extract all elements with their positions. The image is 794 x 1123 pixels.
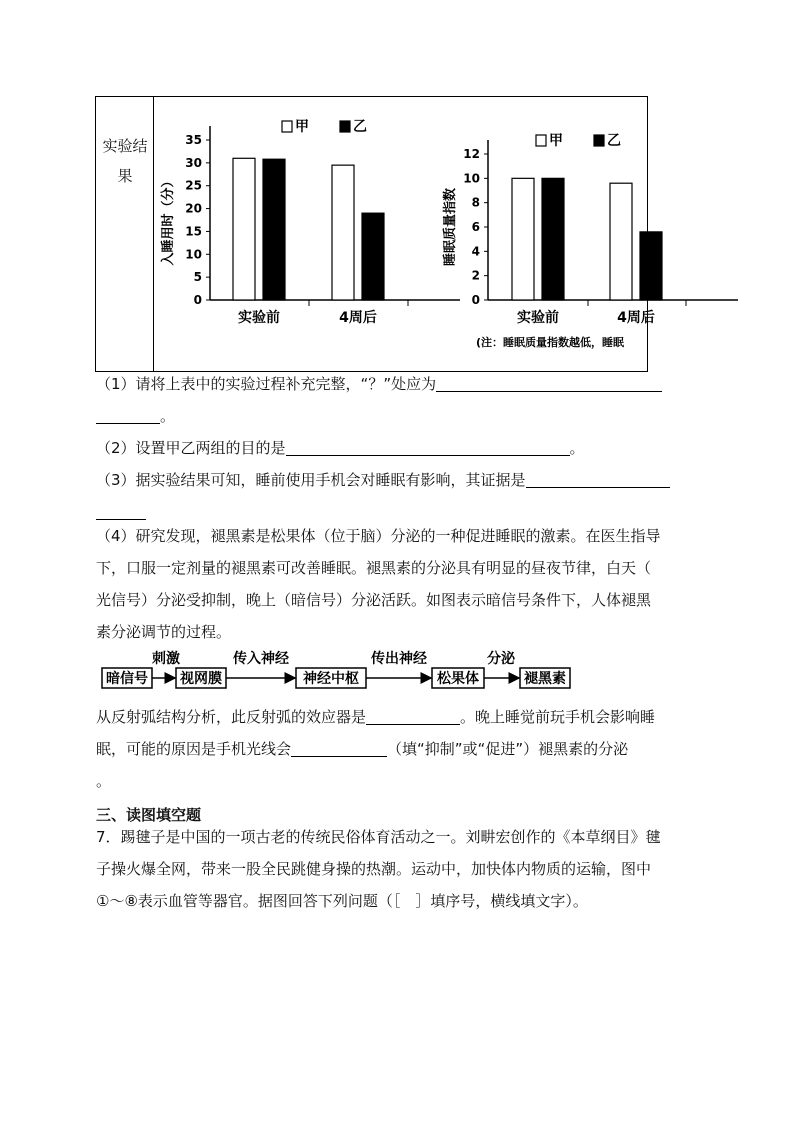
flow-box-label-5: 褪黑素 — [524, 671, 566, 687]
y-tick-label: 5 — [193, 270, 202, 285]
question-1 — [96, 369, 662, 399]
y-axis-label: 睡眠质量指数 — [443, 187, 458, 267]
question-2-text: （2）设置甲乙两组的目的是 — [96, 439, 286, 457]
bar-yi-0 — [263, 159, 285, 300]
y-tick-label: 12 — [463, 147, 480, 161]
question-4-line4: 素分泌调节的过程。 — [96, 623, 232, 641]
bar-jia-0 — [233, 158, 255, 300]
table-divider — [153, 97, 154, 371]
legend-swatch — [536, 135, 546, 146]
question-4-fill3: 。 — [96, 772, 112, 790]
y-tick-label: 25 — [185, 178, 202, 193]
legend-label: 甲 — [549, 133, 563, 149]
bar-jia-1 — [332, 165, 354, 300]
y-tick-label: 10 — [185, 247, 202, 262]
bar-yi-1 — [640, 232, 662, 300]
y-tick-label: 0 — [471, 293, 480, 307]
bar-yi-1 — [362, 213, 384, 300]
question-1-text: （1）请将上表中的实验过程补充完整，“？”处应为 — [96, 375, 437, 393]
flow-box-label-2: 视网膜 — [180, 671, 222, 687]
legend-swatch — [282, 121, 292, 132]
question-4-fill2-rest: （填“抑制”或“促进”）褪黑素的分泌 — [387, 740, 629, 758]
flow-box-pineal — [432, 668, 484, 688]
x-category-label: 4周后 — [339, 310, 377, 326]
legend-label: 甲 — [295, 119, 309, 135]
y-tick-label: 4 — [471, 244, 480, 259]
x-category-label: 实验前 — [238, 310, 280, 326]
question-4-line1: （4）研究发现，褪黑素是松果体（位于脑）分泌的一种促进睡眠的激素。在医生指导 — [96, 527, 661, 545]
y-tick-label: 0 — [193, 293, 202, 307]
answer-blank-1a[interactable] — [436, 373, 662, 392]
question-1-cont — [96, 401, 175, 431]
question-4-line3: 光信号）分泌受抑制，晚上（暗信号）分泌活跃。如图表示暗信号条件下，人体褪黑 — [96, 591, 652, 609]
y-tick-label: 8 — [471, 195, 480, 210]
y-tick-label: 2 — [471, 268, 480, 283]
flow-arrow-label-2: 传入神经 — [233, 651, 289, 667]
x-category-label: 实验前 — [517, 310, 559, 326]
question-7-line3: ①～⑧表示血管等器官。据图回答下列问题（［ ］填序号，横线填文字）。 — [96, 892, 588, 910]
question-2 — [96, 433, 585, 463]
chart-sleep-quality — [440, 104, 655, 370]
question-1-end: 。 — [160, 407, 176, 425]
answer-blank-2[interactable] — [286, 437, 570, 456]
chart-note: (注：睡眠质量指数越低，睡眠 — [476, 336, 625, 349]
question-3-text: （3）据实验结果可知，睡前使用手机会对睡眠有影响，其证据是 — [96, 471, 526, 489]
flow-arrow-label-1: 刺激 — [152, 651, 180, 667]
melatonin-flow-diagram — [96, 648, 576, 692]
y-tick-label: 35 — [185, 133, 202, 147]
question-2-end: 。 — [569, 439, 585, 457]
question-4-line2: 下，口服一定剂量的褪黑素可改善睡眠。褪黑素的分泌具有明显的昼夜节律，白天（ — [96, 559, 652, 577]
legend-swatch — [340, 121, 350, 132]
flow-arrow-efferent — [366, 650, 431, 678]
question-4-fill2 — [96, 734, 628, 764]
flow-box-dark-signal — [102, 668, 152, 688]
question-4-fill2-text: 眠，可能的原因是手机光线会 — [96, 740, 292, 758]
flow-box-melatonin — [520, 668, 570, 688]
y-tick-label: 10 — [463, 171, 480, 186]
question-4-fill1 — [96, 702, 655, 732]
y-tick-label: 30 — [185, 155, 202, 170]
flow-arrow-label-4: 分泌 — [487, 651, 515, 667]
flow-arrow-secrete — [484, 650, 519, 678]
bar-jia-1 — [610, 183, 632, 300]
y-tick-label: 15 — [185, 224, 202, 239]
y-tick-label: 20 — [185, 201, 202, 216]
answer-blank-1b[interactable] — [96, 405, 160, 424]
result-label-line2: 果 — [117, 167, 133, 185]
question-7-line2: 子操火爆全网，带来一股全民跳健身操的热潮。运动中，加快体内物质的运输，图中 — [96, 860, 652, 878]
flow-box-retina — [176, 668, 226, 688]
chart-sleep-onset-svg — [160, 104, 400, 370]
answer-blank-3a[interactable] — [526, 469, 670, 488]
flow-box-label-3: 神经中枢 — [303, 671, 359, 687]
flow-arrow-afferent — [226, 650, 295, 678]
section-3-title: 三、读图填空题 — [96, 806, 202, 824]
answer-blank-4a[interactable] — [366, 706, 460, 725]
bar-jia-0 — [512, 178, 534, 300]
question-4-fill1-text: 从反射弧结构分析，此反射弧的效应器是 — [96, 708, 367, 726]
flow-arrow-label-3: 传出神经 — [371, 651, 427, 667]
flow-box-label-4: 松果体 — [437, 671, 479, 687]
legend-label: 乙 — [607, 133, 621, 149]
y-axis-label: 入睡用时（分） — [161, 174, 176, 266]
legend-swatch — [594, 135, 604, 146]
question-3 — [96, 465, 670, 495]
flow-box-label-1: 暗信号 — [106, 671, 148, 687]
answer-blank-3b[interactable] — [96, 501, 146, 520]
answer-blank-4b[interactable] — [291, 738, 387, 757]
flow-box-nerve-center — [296, 668, 366, 688]
question-4-fill1-rest: 。晚上睡觉前玩手机会影响睡 — [460, 708, 656, 726]
result-label — [100, 131, 150, 191]
legend-label: 乙 — [353, 119, 367, 135]
chart-sleep-quality-svg — [440, 104, 700, 370]
x-category-label: 4周后 — [617, 310, 655, 326]
chart-sleep-onset — [160, 104, 400, 370]
result-label-line1: 实验结 — [102, 137, 148, 155]
bar-yi-0 — [542, 178, 564, 300]
y-tick-label: 6 — [471, 220, 480, 234]
question-7-line1: 7．踢毽子是中国的一项古老的传统民俗体育活动之一。刘畊宏创作的《本草纲目》毽 — [96, 828, 661, 846]
